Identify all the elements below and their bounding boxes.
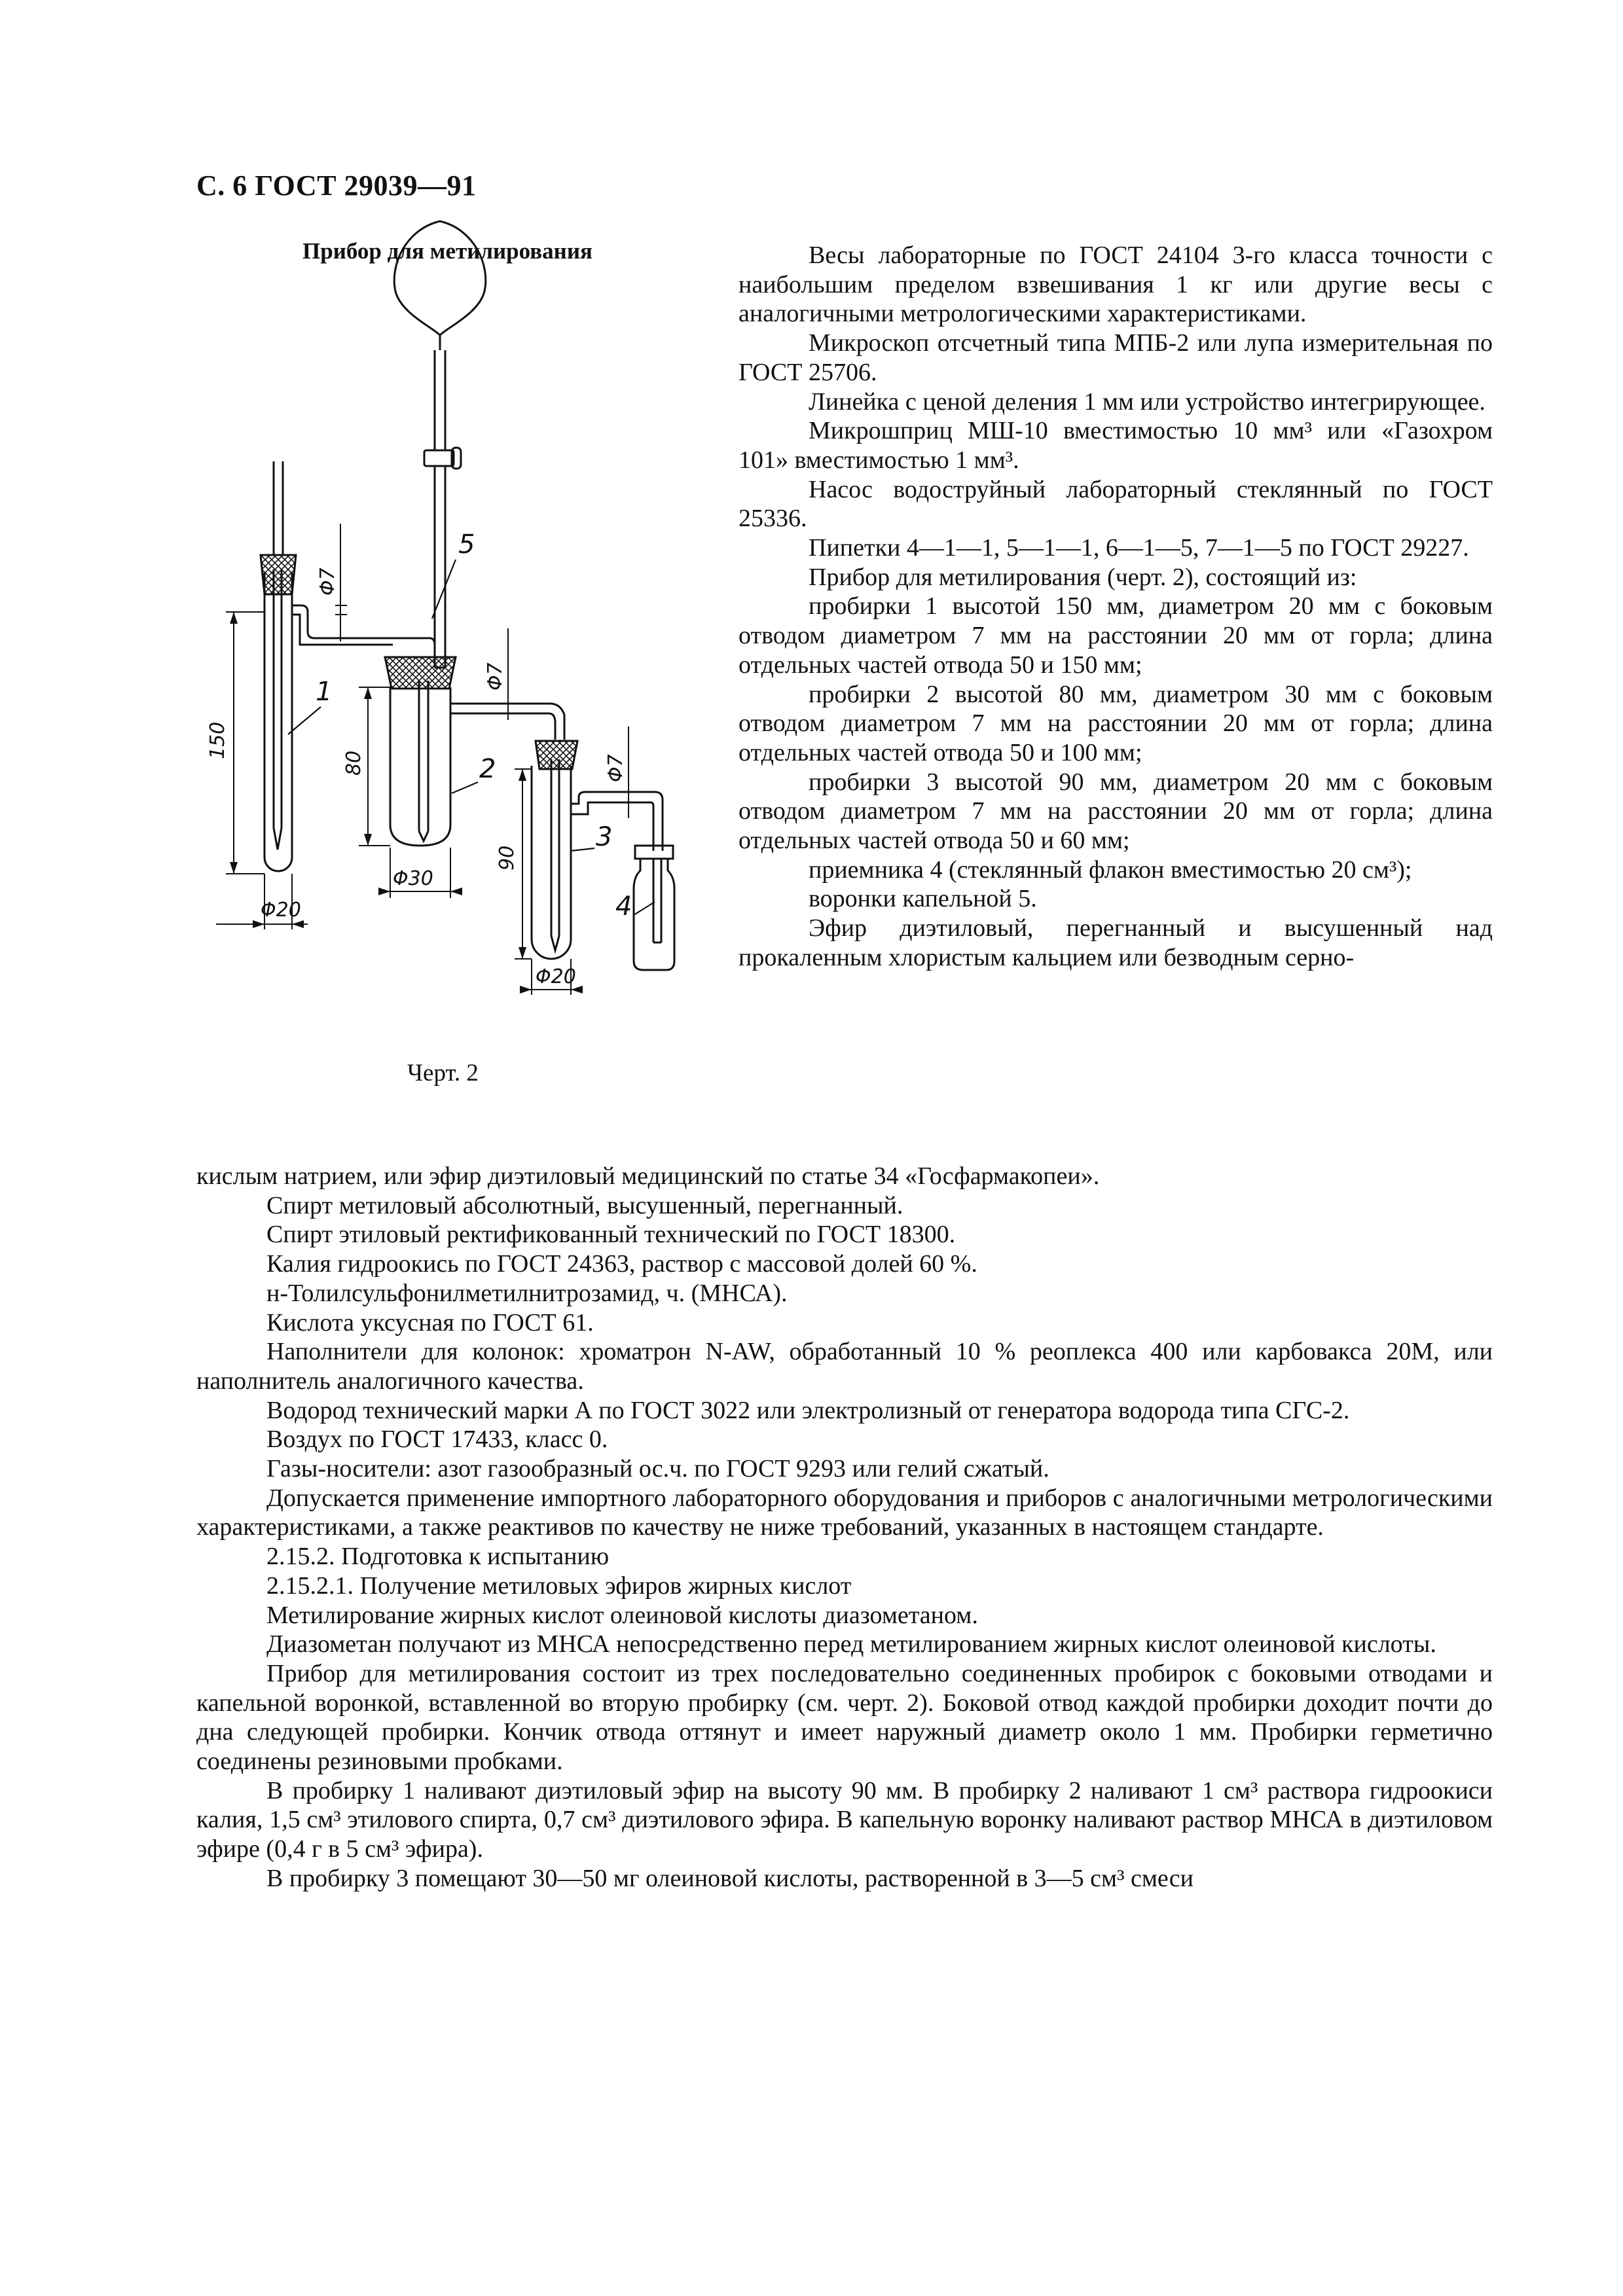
- paragraph: Эфир диэтиловый, перегнанный и высушенный над прокаленным хлористым кальцием или безводным серно-: [739, 914, 1493, 971]
- paragraph: Метилирование жирных кислот олеиновой кислоты диазометаном.: [266, 1601, 978, 1629]
- label-5: 5: [458, 529, 475, 560]
- paragraph: Допускается применение импортного лабораторного оборудования и приборов с аналогичными метрологическими характеристиками, а также реактивов по качеству не ниже требований, указанных в настоящем стандарте.: [196, 1484, 1493, 1541]
- paragraph: Кислота уксусная по ГОСТ 61.: [266, 1308, 594, 1336]
- paragraph: Водород технический марки А по ГОСТ 3022 или электролизный от генератора водорода типа СГС-2.: [266, 1396, 1350, 1424]
- paragraph: Микроскоп отсчетный типа МПБ-2 или лупа измерительная по ГОСТ 25706.: [739, 329, 1493, 386]
- side-arm-1: [292, 605, 435, 661]
- label-2: 2: [479, 754, 496, 784]
- paragraph: В пробирку 1 наливают диэтиловый эфир на высоту 90 мм. В пробирку 2 наливают 1 см³ раствора гидроокиси калия, 1,5 см³ этилового спирта, 0,7 см³ диэтилового эфира. В капельную воронку наливают раствор МНСА в диэтиловом эфире (0,4 г в 5 см³ эфира).: [196, 1776, 1493, 1863]
- paragraph: Калия гидроокись по ГОСТ 24363, раствор с массовой долей 60 %.: [266, 1250, 977, 1278]
- paragraph: пробирки 1 высотой 150 мм, диаметром 20 мм с боковым отводом диаметром 7 мм на расстоянии 20 мм от горла; длина отдельных частей отвода 50 и 150 мм;: [739, 592, 1493, 679]
- test-tube-3: [532, 759, 571, 959]
- paragraph: Прибор для метилирования состоит из трех последовательно соединенных пробирок с боковыми отводами и капельной воронкой, вставленной во вторую пробирку (см. черт. 2). Боковой отвод каждой пробирки доходит почти до дна следующей пробирки. Кончик отвода оттянут и имеет наружный диаметр около 1 мм. Пробирки герметично соединены резиновыми пробками.: [196, 1659, 1493, 1776]
- test-tube-1: [264, 461, 292, 871]
- full-width-text: [196, 1162, 1493, 1893]
- paragraph: Прибор для метилирования (черт. 2), состоящий из:: [809, 563, 1357, 591]
- figure-caption: Черт. 2: [407, 1060, 479, 1086]
- paragraph: Газы-носители: азот газообразный ос.ч. по ГОСТ 9293 или гелий сжатый.: [266, 1455, 1049, 1483]
- paragraph: пробирки 3 высотой 90 мм, диаметром 20 мм с боковым отводом диаметром 7 мм на расстоянии 20 мм от горла; длина отдельных частей отвода 50 и 60 мм;: [739, 768, 1493, 855]
- label-150: 150: [206, 721, 229, 759]
- figure-title: Прибор для метилирования: [302, 238, 593, 264]
- label-90: 90: [496, 845, 519, 870]
- paragraph: Микрошприц МШ-10 вместимостью 10 мм³ или «Газохром 101» вместимостью 1 мм³.: [739, 417, 1493, 474]
- paragraph: Наполнители для колонок: хроматрон N-AW, обработанный 10 % реоплекса 400 или карбовакса 20М, или наполнитель аналогичного качества.: [196, 1338, 1493, 1395]
- stopper-3: [536, 741, 577, 769]
- paragraph: кислым натрием, или эфир диэтиловый медицинский по статье 34 «Госфармакопеи».: [196, 1162, 1100, 1190]
- right-column-text: [739, 241, 1493, 973]
- paragraph: Спирт метиловый абсолютный, высушенный, перегнанный.: [266, 1191, 903, 1219]
- paragraph: Весы лабораторные по ГОСТ 24104 3-го класса точности с наибольшим пределом взвешивания 1 кг или другие весы с аналогичными метрологическими характеристиками.: [739, 242, 1493, 328]
- paragraph: Воздух по ГОСТ 17433, класс 0.: [266, 1426, 608, 1454]
- paragraph: Пипетки 4—1—1, 5—1—1, 6—1—5, 7—1—5 по ГОСТ 29227.: [809, 534, 1469, 562]
- stopper-2: [385, 657, 456, 689]
- paragraph: Спирт этиловый ректификованный технический по ГОСТ 18300.: [266, 1221, 956, 1249]
- label-phi30: Φ30: [393, 867, 433, 890]
- section-heading: 2.15.2. Подготовка к испытанию: [266, 1543, 610, 1571]
- paragraph: Линейка с ценой деления 1 мм или устройство интегрирующее.: [809, 387, 1486, 416]
- test-tube-2: [390, 681, 450, 846]
- paragraph: воронки капельной 5.: [809, 885, 1037, 913]
- subsection-heading: 2.15.2.1. Получение метиловых эфиров жирных кислот: [266, 1571, 852, 1600]
- receiver-flask-4: [634, 846, 674, 970]
- paragraph: н-Толилсульфонилметилнитрозамид, ч. (МНСА).: [266, 1279, 788, 1307]
- paragraph: Насос водоструйный лабораторный стеклянный по ГОСТ 25336.: [739, 475, 1493, 533]
- label-80: 80: [342, 750, 365, 776]
- label-phi7b: Φ7: [484, 662, 507, 691]
- label-4: 4: [615, 891, 632, 922]
- paragraph: Диазометан получают из МНСА непосредственно перед метилированием жирных кислот олеиновой кислоты.: [266, 1630, 1436, 1659]
- label-phi20b: Φ20: [536, 965, 576, 988]
- paragraph: В пробирку 3 помещают 30—50 мг олеиновой кислоты, растворенной в 3—5 см³ смеси: [266, 1864, 1194, 1892]
- label-phi7c: Φ7: [604, 754, 627, 782]
- page-header: С. 6 ГОСТ 29039—91: [196, 170, 477, 202]
- paragraph: приемника 4 (стеклянный флакон вместимостью 20 см³);: [809, 855, 1412, 884]
- label-phi7a: Φ7: [316, 567, 339, 596]
- stopper-1: [261, 555, 296, 594]
- paragraph: пробирки 2 высотой 80 мм, диаметром 30 мм с боковым отводом диаметром 7 мм на расстоянии 20 мм от горла; длина отдельных частей отвода 50 и 100 мм;: [739, 680, 1493, 766]
- methylation-apparatus-drawing: [0, 0, 740, 1047]
- label-3: 3: [596, 822, 613, 852]
- side-arm-3: [571, 792, 663, 851]
- label-1: 1: [316, 677, 333, 707]
- label-phi20a: Φ20: [261, 899, 301, 922]
